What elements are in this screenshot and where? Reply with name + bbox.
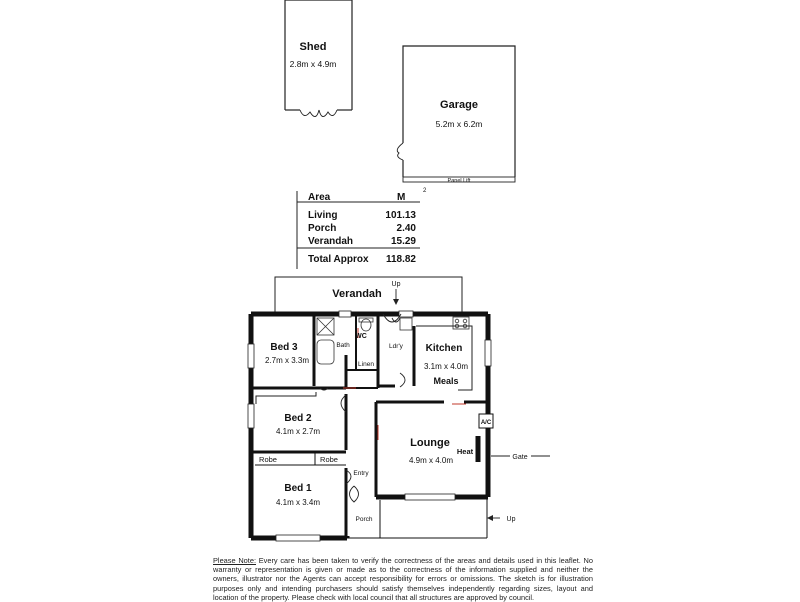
lounge-name: Lounge [410, 437, 450, 449]
ac-label: A/C [480, 420, 492, 426]
area-total-value: 118.82 [385, 254, 416, 265]
shed [285, 0, 352, 117]
disclaimer-heading: Please Note: [213, 556, 256, 565]
robe-right-label: Robe [320, 455, 338, 464]
verandah-label: Verandah [332, 288, 382, 300]
lounge-size: 4.9m x 4.0m [408, 456, 454, 465]
garage [397, 46, 515, 184]
area-header-unit: M [397, 192, 406, 203]
robe-left-label: Robe [259, 455, 277, 464]
garage-name: Garage [440, 99, 478, 111]
meals-label: Meals [433, 376, 459, 386]
kitchen-size: 3.1m x 4.0m [423, 362, 469, 371]
kitchen-name: Kitchen [425, 343, 463, 354]
area-row-value: 101.13 [385, 210, 416, 221]
bath-label: Bath [336, 342, 350, 349]
disclaimer-text: Every care has been taken to verify the correctness of the areas and details used in this leaflet. No warranty or representation is given or made as to the correctness of the information supplied and neither the owners, illustrator nor the Agents can accept responsibility for errors or omissions. The sketch is for illustration purposes only and intending purchasers should satisfy themselves independently regarding sizes, layout and location of the property. Please check with local council that all structures are approved by council. [213, 556, 593, 602]
bed3-name: Bed 3 [270, 342, 298, 353]
area-total-label: Total Approx [308, 254, 369, 265]
laundry-label: Ldr'y [389, 343, 403, 350]
shed-name: Shed [299, 41, 327, 53]
bed1-size: 4.1m x 3.4m [275, 498, 321, 507]
heat-label: Heat [456, 447, 474, 456]
gate-marker [491, 454, 550, 461]
up-label-bottom: Up [506, 516, 516, 523]
up-marker-bottom [487, 515, 516, 523]
bed1-name: Bed 1 [284, 483, 312, 494]
linen-label: Linen [358, 361, 374, 368]
area-row-value: 15.29 [390, 236, 416, 247]
area-row-value: 2.40 [396, 223, 416, 234]
area-row-label: Living [308, 210, 338, 221]
shed-size: 2.8m x 4.9m [289, 59, 337, 69]
verandah [275, 277, 462, 314]
disclaimer [213, 556, 593, 602]
area-table [297, 188, 427, 269]
bed3-size: 2.7m x 3.3m [264, 356, 310, 365]
garage-size: 5.2m x 6.2m [435, 119, 483, 129]
bath-fixtures [317, 317, 469, 364]
bed2-name: Bed 2 [284, 413, 312, 424]
area-row-label: Porch [308, 223, 337, 234]
gate-label: Gate [512, 454, 528, 461]
area-header-label: Area [308, 192, 331, 203]
up-label-top: Up [391, 281, 401, 288]
wc-label: WC [355, 333, 367, 340]
closet-detail [256, 392, 316, 404]
area-row-label: Verandah [308, 236, 354, 247]
bed2-size: 4.1m x 2.7m [275, 427, 321, 436]
porch-label: Porch [355, 516, 373, 523]
garage-door-label: Panel Lift [447, 178, 471, 184]
area-header-unit-sup: 2 [423, 188, 427, 194]
entry-label: Entry [353, 470, 369, 477]
